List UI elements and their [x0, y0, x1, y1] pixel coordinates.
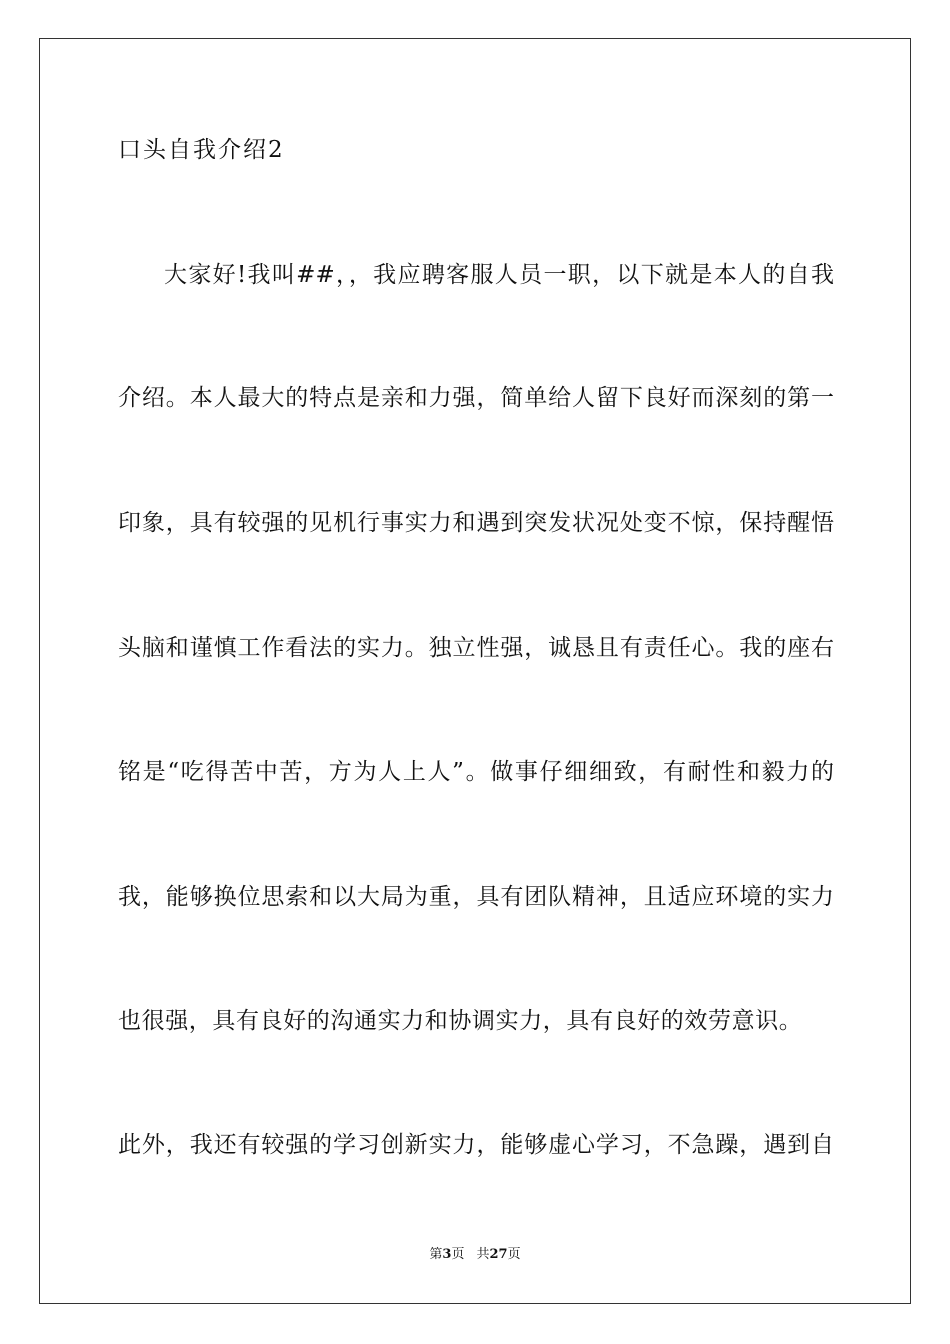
paragraph-line-5: 铭是“吃得苦中苦，方为人上人”。做事仔细细致，有耐性和毅力的 [118, 759, 834, 785]
document-title: 口头自我介绍2 [118, 137, 285, 163]
paragraph-line-7: 也很强，具有良好的沟通实力和协调实力，具有良好的效劳意识。 [118, 1008, 803, 1034]
paragraph-line-4: 头脑和谨慎工作看法的实力。独立性强，诚恳且有责任心。我的座右 [118, 635, 834, 661]
page-suffix: 页 [451, 1247, 465, 1262]
page-prefix: 第 [429, 1247, 443, 1262]
page-current: 3 [442, 1247, 452, 1262]
page-total: 27 [489, 1247, 508, 1262]
paragraph-line-6: 我，能够换位思索和以大局为重，具有团队精神，且适应环境的实力 [118, 884, 834, 910]
page-frame [39, 38, 911, 1304]
paragraph-line-1: 大家好!我叫##，，我应聘客服人员一职，以下就是本人的自我 [164, 262, 834, 288]
paragraph-line-3: 印象，具有较强的见机行事实力和遇到突发状况处变不惊，保持醒悟 [118, 510, 834, 536]
total-suffix: 页 [507, 1247, 521, 1262]
page-footer [0, 1246, 950, 1264]
paragraph-line-8: 此外，我还有较强的学习创新实力，能够虚心学习，不急躁，遇到自 [118, 1132, 834, 1158]
paragraph-line-2: 介绍。本人最大的特点是亲和力强，简单给人留下良好而深刻的第一 [118, 385, 834, 411]
total-prefix: 共 [476, 1247, 490, 1262]
